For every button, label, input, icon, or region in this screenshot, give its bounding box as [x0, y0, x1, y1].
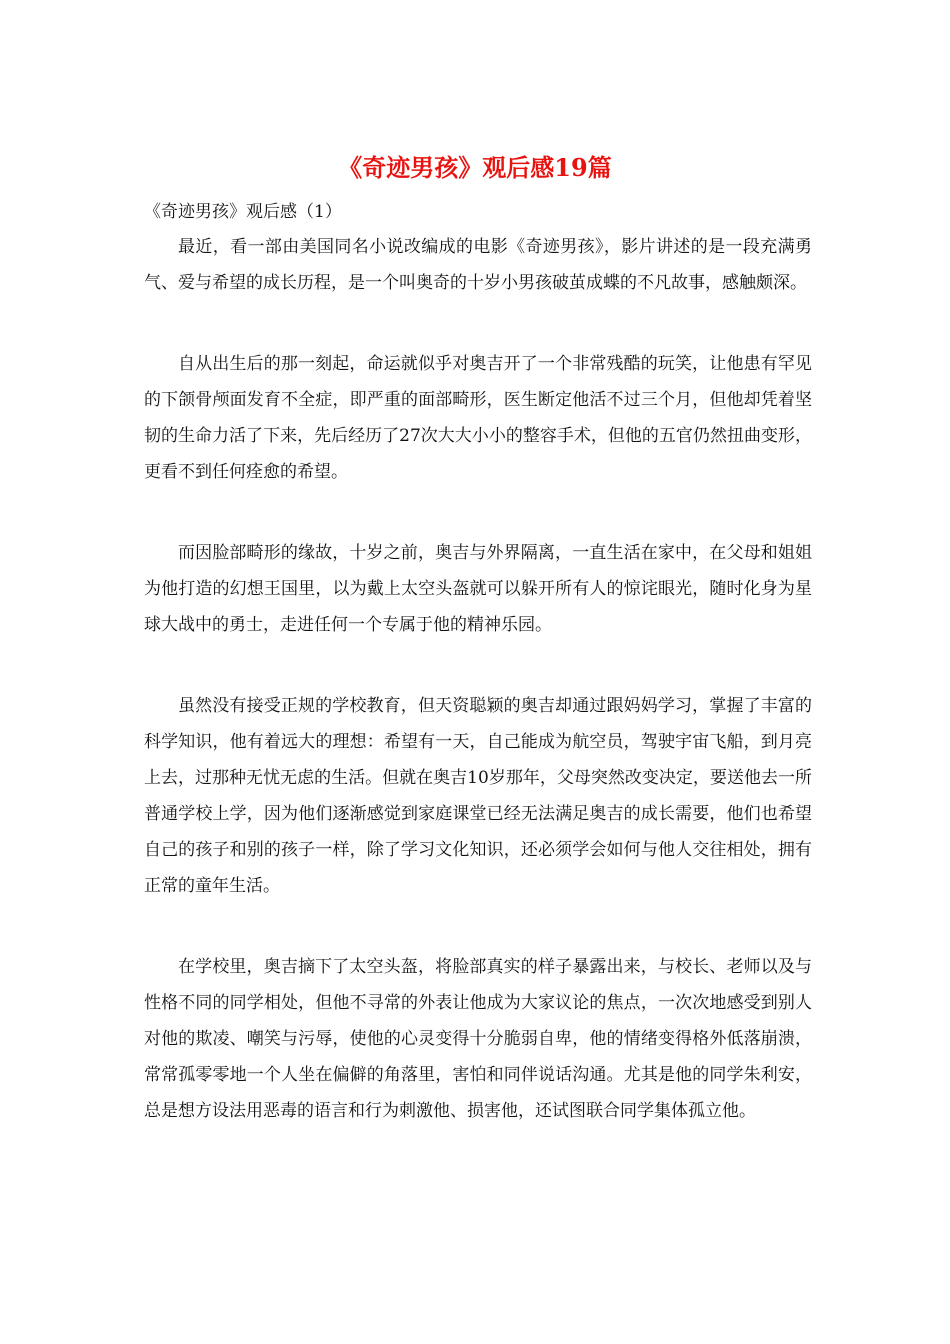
paragraph-3: 而因脸部畸形的缘故，十岁之前，奥吉与外界隔离，一直生活在家中，在父母和姐姐为他打造的幻想王国里，以为戴上太空头盔就可以躲开所有人的惊诧眼光，随时化身为星球大战中的勇士，走进任何一个专属于他的精神乐园。: [144, 543, 812, 635]
paragraph-1: 最近，看一部由美国同名小说改编成的电影《奇迹男孩》，影片讲述的是一段充满勇气、爱与希望的成长历程，是一个叫奥奇的十岁小男孩破茧成蝶的不凡故事，感触颇深。: [144, 237, 812, 293]
document-title: 《奇迹男孩》观后感19篇: [338, 153, 612, 182]
paragraph-5: 在学校里，奥吉摘下了太空头盔，将脸部真实的样子暴露出来，与校长、老师以及与性格不同的同学相处，但他不寻常的外表让他成为大家议论的焦点，一次次地感受到别人对他的欺凌、嘲笑与污辱，使他的心灵变得十分脆弱自卑，他的情绪变得格外低落崩溃，常常孤零零地一个人坐在偏僻的角落里，害怕和同伴说话沟通。尤其是他的同学朱利安，总是想方设法用恶毒的语言和行为刺激他、损害他，还试图联合同学集体孤立他。: [144, 957, 812, 1121]
document-body: [144, 197, 812, 1174]
paragraph-2: 自从出生后的那一刻起，命运就似乎对奥吉开了一个非常残酷的玩笑，让他患有罕见的下颌骨颅面发育不全症，即严重的面部畸形，医生断定他活不过三个月，但他却凭着坚韧的生命力活了下来，先后经历了27次大大小小的整容手术，但他的五官仍然扭曲变形，更看不到任何痊愈的希望。: [144, 354, 812, 482]
paragraph-4: 虽然没有接受正规的学校教育，但天资聪颖的奥吉却通过跟妈妈学习，掌握了丰富的科学知识，他有着远大的理想：希望有一天，自己能成为航空员，驾驶宇宙飞船，到月亮上去，过那种无忧无虑的生活。但就在奥吉10岁那年，父母突然改变决定，要送他去一所普通学校上学，因为他们逐渐感觉到家庭课堂已经无法满足奥吉的成长需要，他们也希望自己的孩子和别的孩子一样，除了学习文化知识，还必须学会如何与他人交往相处，拥有正常的童年生活。: [144, 696, 812, 896]
section-heading: 《奇迹男孩》观后感（1）: [144, 202, 342, 222]
